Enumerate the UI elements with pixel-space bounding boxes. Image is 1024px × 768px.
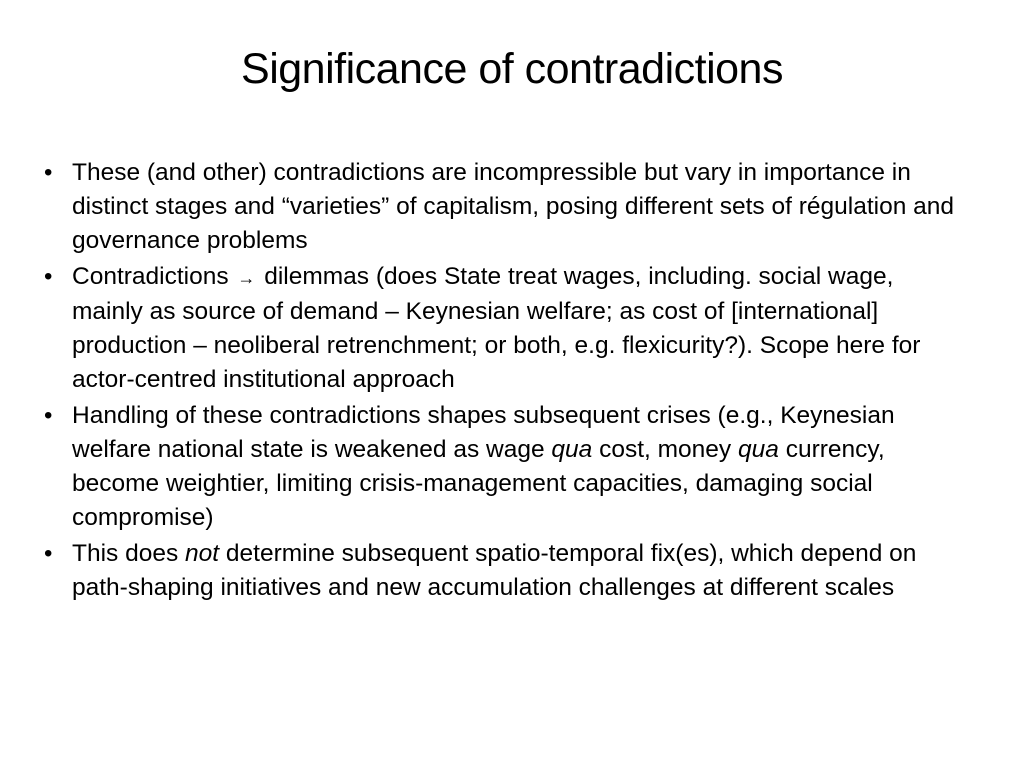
- bullet-text: determine subsequent spatio-temporal fix(es), which depend on path-shaping initiatives and new accumulation challenges at different scales: [72, 540, 917, 601]
- bullet-item: [42, 537, 962, 605]
- italic-text: qua: [551, 436, 593, 463]
- bullet-text: cost, money: [592, 436, 738, 463]
- bullet-item: [42, 399, 962, 535]
- bullet-item: [42, 156, 962, 258]
- bullet-text: dilemmas (does State treat wages, including. social wage, mainly as source of demand – Keynesian welfare; as cost of [international] production – neoliberal retrenchment; or both, e.g. flexicurity?). Scope here for actor-centred institutional approach: [72, 263, 921, 393]
- bullet-item: [42, 260, 962, 397]
- bullet-text: currency, become weightier, limiting crisis-management capacities, damaging social compromise): [72, 436, 885, 531]
- bullet-text: This does: [72, 540, 186, 567]
- bullet-text: These (and other) contradictions are incompressible but vary in importance in distinct stages and “varieties” of capitalism, posing different sets of régulation and governance problems: [72, 159, 955, 254]
- bullet-dot-icon: •: [44, 159, 53, 186]
- italic-text: not: [185, 540, 220, 567]
- italic-text: qua: [738, 436, 779, 463]
- right-arrow-icon: →: [237, 268, 256, 288]
- slide-title: Significance of contradictions: [241, 45, 783, 93]
- bullet-text: Handling of these contradictions shapes subsequent crises (e.g., Keynesian welfare national state is weakened as wage: [72, 402, 895, 463]
- bullet-dot-icon: •: [44, 540, 53, 567]
- bullet-dot-icon: •: [44, 263, 53, 290]
- bullet-list: [42, 156, 962, 607]
- bullet-text: Contradictions: [72, 263, 236, 290]
- bullet-dot-icon: •: [44, 402, 53, 429]
